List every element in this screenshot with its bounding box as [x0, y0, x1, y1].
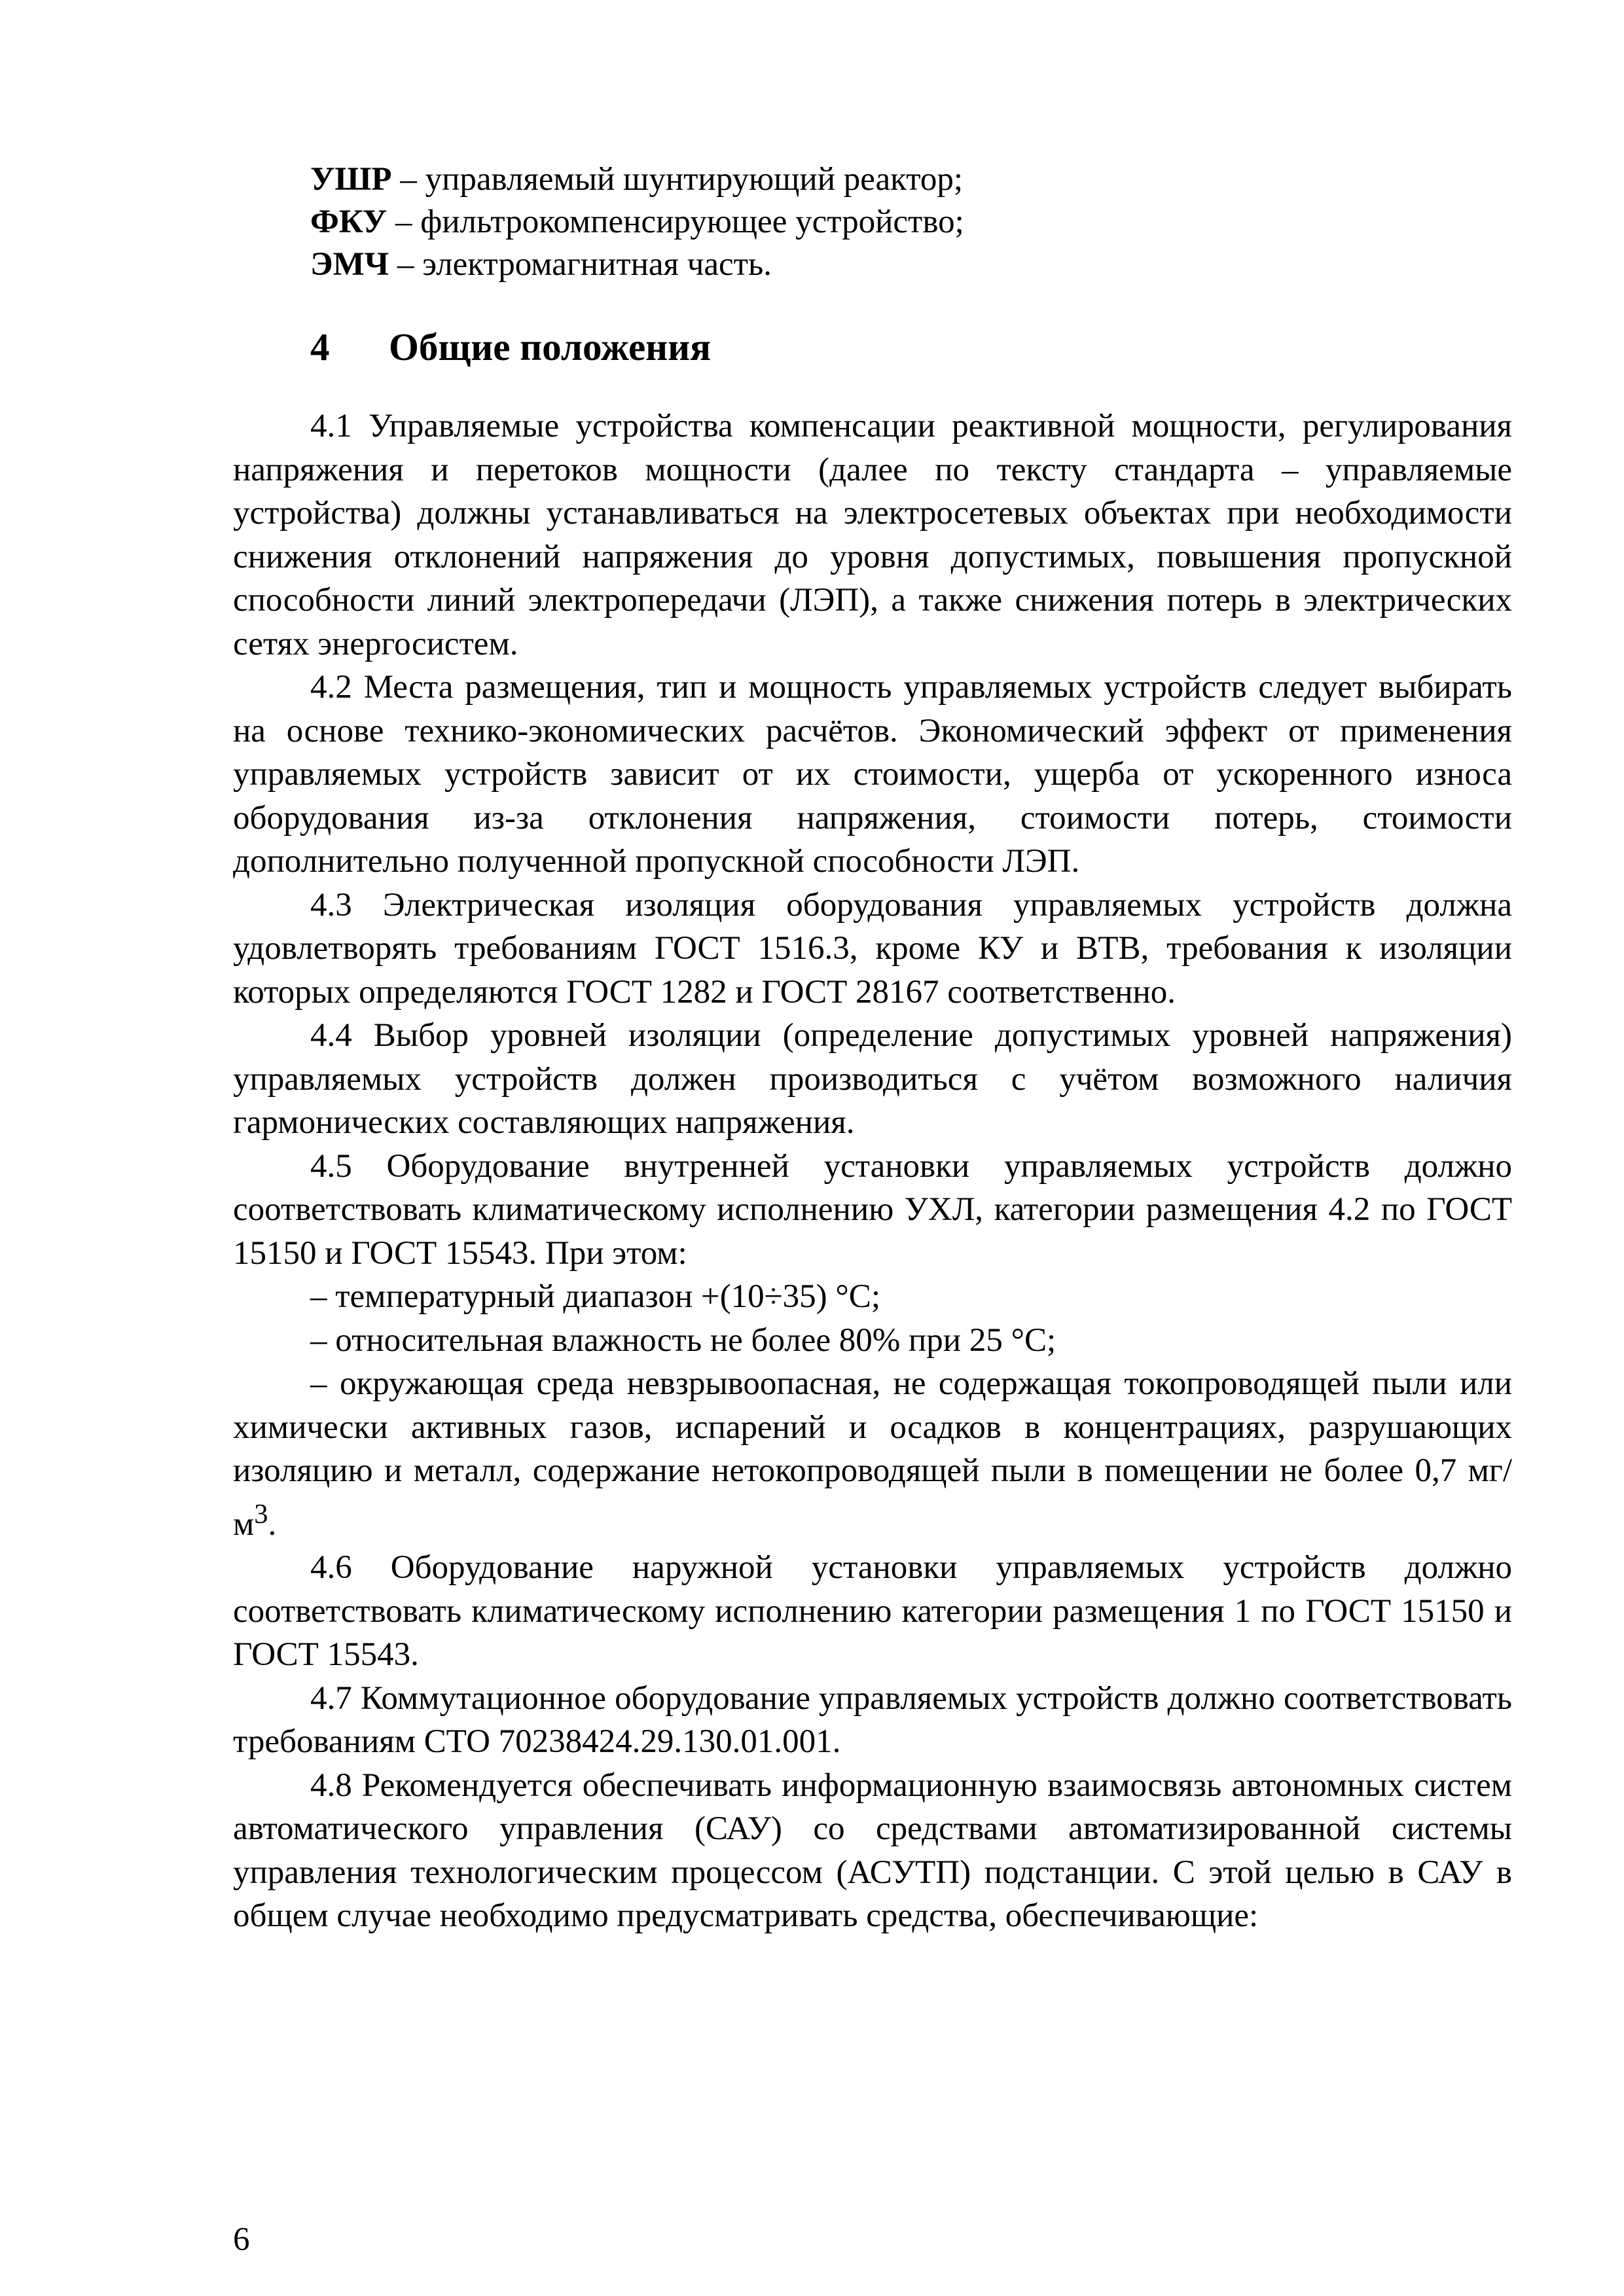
paragraph-4-6: 4.6 Оборудование наружной установки управляемых устройств должно соответствовать климатическому исполнению категории размещения 1 по ГОСТ 15150 и ГОСТ 15543. [233, 1549, 1512, 1673]
page-number: 6 [233, 2221, 250, 2258]
list-item-temperature: – температурный диапазон +(10÷35) °С; [233, 1275, 1512, 1319]
paragraph-4-8: 4.8 Рекомендуется обеспечивать информационную взаимосвязь автономных систем автоматического управления (САУ) со средствами автоматизированной системы управления технологическим процессом (АСУТП) подстанции. С этой целью в САУ в общем случае необходимо предусматривать средства, обеспечивающие: [233, 1767, 1512, 1934]
abbreviation-definition: – электромагнитная часть. [389, 246, 772, 283]
list-item-environment-end: . [268, 1505, 277, 1543]
paragraph-4-1: 4.1 Управляемые устройства компенсации реактивной мощности, регулирования напряжения и перетоков мощности (далее по тексту стандарта – управляемые устройства) должны устанавливаться на электросетевых объектах при необходимости снижения отклонений напряжения до уровня допустимых, повышения пропускной способности линий электропередачи (ЛЭП), а также снижения потерь в электрических сетях энергосистем. [233, 408, 1512, 662]
section-title: Общие положения [389, 325, 712, 368]
section-body [233, 404, 1512, 1938]
list-item-environment [233, 1362, 1512, 1546]
list-item-humidity: – относительная влажность не более 80% при 25 °С; [233, 1319, 1512, 1363]
abbreviation-term: ФКУ [310, 204, 388, 240]
abbreviation-definition: – управляемый шунтирующий реактор; [391, 161, 964, 198]
paragraph-4-2: 4.2 Места размещения, тип и мощность управляемых устройств следует выбирать на основе технико-экономических расчётов. Экономический эффект от применения управляемых устройств зависит от их стоимости, ущерба от ускоренного износа оборудования из-за отклонения напряжения, стоимости потерь, стоимости дополнительно полученной пропускной способности ЛЭП. [233, 669, 1512, 880]
section-number: 4 [310, 325, 330, 368]
abbreviation-fku [310, 201, 964, 243]
abbreviation-emch [310, 243, 772, 286]
abbreviation-term: УШР [310, 161, 392, 198]
paragraph-4-5: 4.5 Оборудование внутренней установки управляемых устройств должно соответствовать климатическому исполнению УХЛ, категории размещения 4.2 по ГОСТ 15150 и ГОСТ 15543. При этом: [233, 1147, 1512, 1272]
paragraph-4-4: 4.4 Выбор уровней изоляции (определение допустимых уровней напряжения) управляемых устройств должен производиться с учётом возможного наличия гармонических составляющих напряжения. [233, 1017, 1512, 1141]
abbreviation-definition: – фильтрокомпенсирующее устройство; [387, 204, 964, 240]
paragraph-4-7: 4.7 Коммутационное оборудование управляемых устройств должно соответствовать требованиям СТО 70238424.29.130.01.001. [233, 1679, 1512, 1760]
abbreviation-term: ЭМЧ [310, 246, 389, 283]
list-item-environment-text: окружающая среда невзрывоопасная, не содержащая токопроводящей пыли или химически активных газов, испарений и осадков в концентрациях, разрушающих изоляцию и металл, содержание нетокопроводящей пыли в помещении не более 0,7 мг/м [233, 1365, 1512, 1543]
section-heading [310, 321, 711, 373]
abbreviation-ushr [310, 158, 963, 201]
superscript-cube: 3 [254, 1498, 268, 1530]
paragraph-4-3: 4.3 Электрическая изоляция оборудования управляемых устройств должна удовлетворять требованиям ГОСТ 1516.3, кроме КУ и ВТВ, требования к изоляции которых определяются ГОСТ 1282 и ГОСТ 28167 соответственно. [233, 886, 1512, 1011]
